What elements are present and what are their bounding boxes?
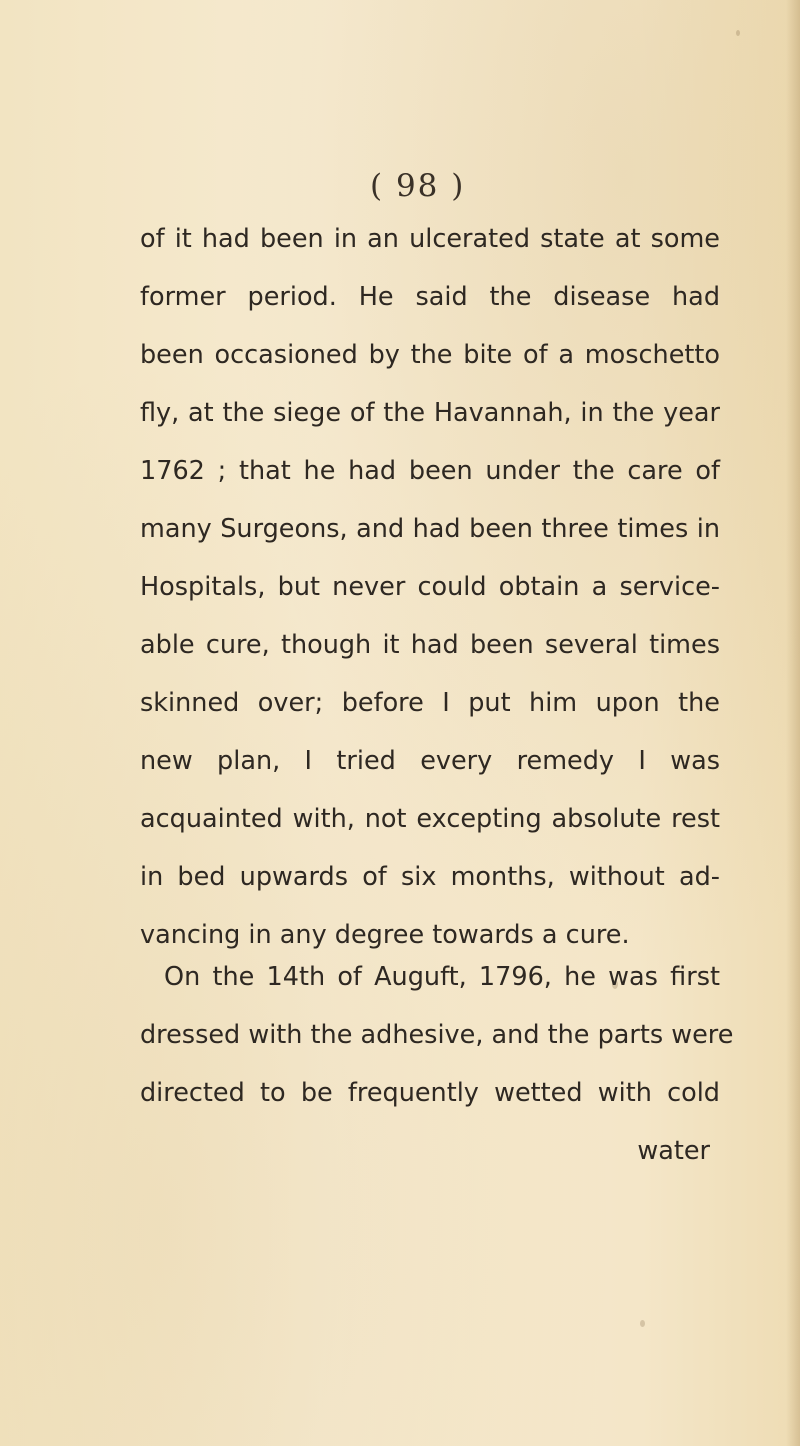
text-line-last: vancing in any degree towards a cure. <box>140 920 630 950</box>
text-line: acquainted with, not excepting absolute rest <box>140 804 720 834</box>
text-line: in bed upwards of six months, without ad- <box>140 862 720 892</box>
text-line: skinned over; before I put him upon the <box>140 688 720 718</box>
paragraph-2 <box>140 948 734 1180</box>
paragraph-1 <box>140 210 720 964</box>
text-line: many Surgeons, and had been three times in <box>140 514 720 544</box>
text-line: former period. He said the disease had <box>140 282 720 312</box>
text-line: dressed with the adhesive, and the parts were <box>140 1020 734 1050</box>
text-line: directed to be frequently wetted with cold <box>140 1078 720 1108</box>
text-line: new plan, I tried every remedy I was <box>140 746 720 776</box>
paper-speck <box>736 30 740 36</box>
catchword: water <box>637 1136 710 1166</box>
paper-speck <box>640 1320 645 1327</box>
text-line: been occasioned by the bite of a moschetto <box>140 340 720 370</box>
text-line: Hospitals, but never could obtain a service- <box>140 572 720 602</box>
text-line: 1762 ; that he had been under the care of <box>140 456 720 486</box>
page-number-header: ( 98 ) <box>370 168 466 204</box>
text-line: able cure, though it had been several times <box>140 630 720 660</box>
text-line: fly, at the siege of the Havannah, in the year <box>140 398 720 428</box>
text-line: of it had been in an ulcerated state at some <box>140 224 720 254</box>
page-edge-shadow <box>786 0 800 1446</box>
text-line: On the 14th of Auguft, 1796, he was first <box>164 962 720 992</box>
